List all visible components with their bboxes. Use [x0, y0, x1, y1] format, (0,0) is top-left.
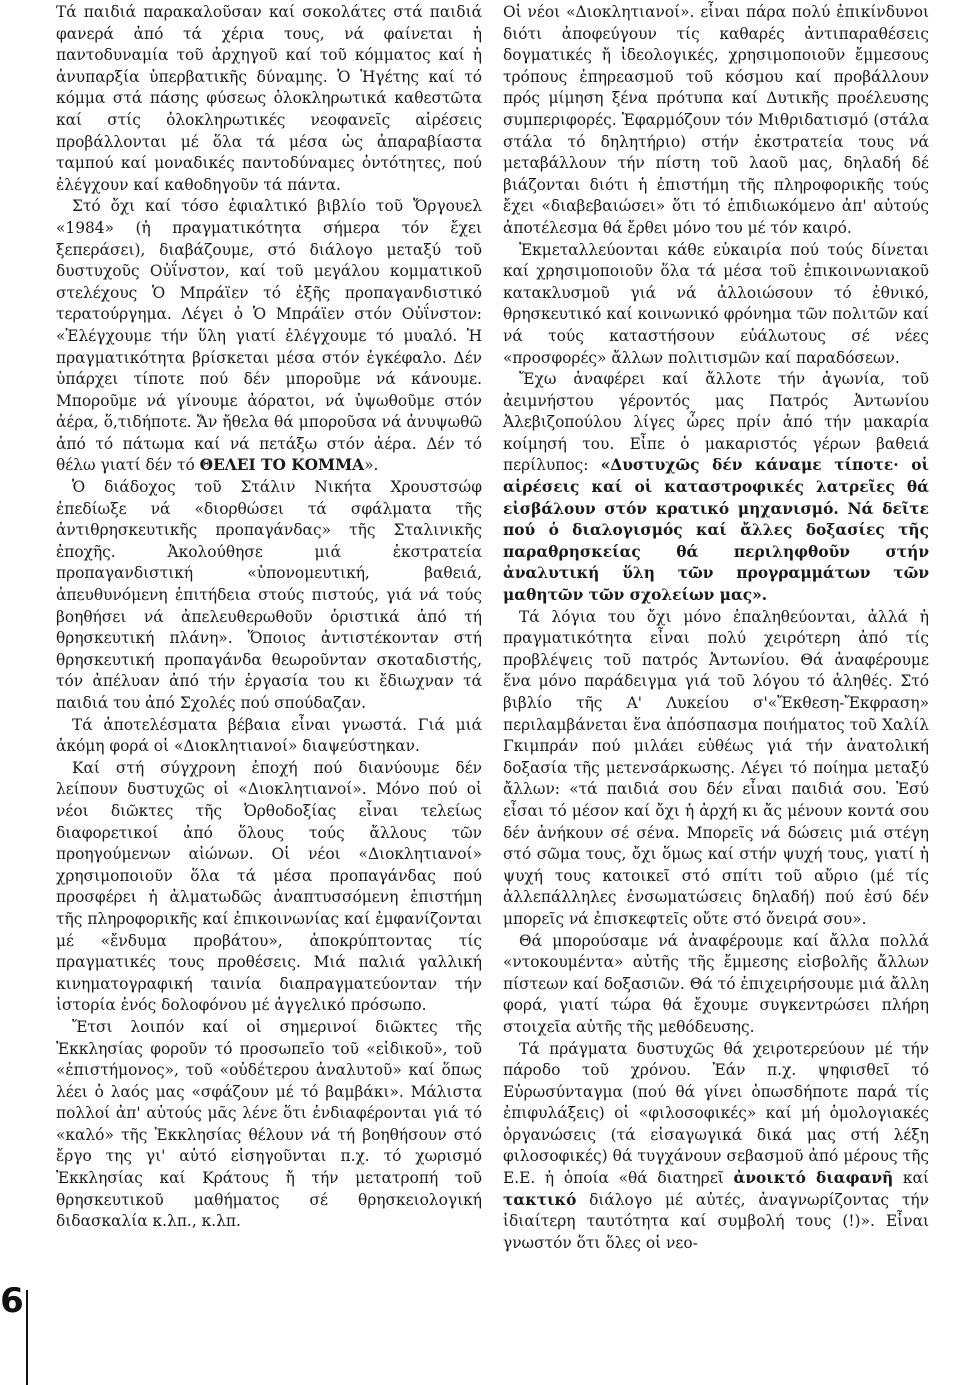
- paragraph: Θά μπορούσαμε νά ἀναφέρουμε καί ἄλλα πολλά «ντοκουμέντα» αὐτῆς τῆς ἔμμεσης εἰσβολῆς ἄλλων πίστεων καί δοξασιῶν. Θά τό ἐπιχειρήσουμε μιά ἄλλη φορά, γιατί τώρα θά ἔχουμε συγκεντρώσει πλήρη στοιχεῖα αὐτῆς τῆς μεθόδευσης.: [503, 931, 929, 1036]
- paragraph: Ἔτσι λοιπόν καί οἱ σημερινοί διῶκτες τῆς Ἐκκλησίας φοροῦν τό προσωπεῖο τοῦ «εἰδικοῦ», τοῦ «ἐπιστήμονος», τοῦ «οὐδέτερου ἀναλυτοῦ» καί ὅπως λέει ὁ λαός μας «σφάζουν μέ τό βαμβάκι». Μάλιστα πολλοί ἀπ' αὐτούς μᾶς λένε ὅτι ἐνδιαφέρονται γιά τό «καλό» τῆς Ἐκκλησίας θέλουν νά τή βοηθήσουν στό ἔργο της γι' αὐτό εἰσηγοῦνται π.χ. τό χωρισμό Ἐκκλησίας καί Κράτους ἤ τήν μετατροπή τοῦ θρησκευτικοῦ μαθήματος σέ θρησκειολογική διδασκαλία κ.λπ., κ.λπ.: [56, 1017, 482, 1231]
- right-column: [503, 2, 929, 1254]
- bold-term: ἀνοικτό διαφανῆ: [733, 1169, 894, 1188]
- paragraph-text: Ἔχω ἀναφέρει καί ἄλλοτε τήν ἀγωνία, τοῦ ἀειμνήστου γέροντός μας Πατρός Ἀντωνίου Ἀλεβιζοπούλου λίγες ὧρες πρίν ἀπό τήν μακαρία κοίμησή του. Εἶπε ὁ μακαριστός γέρων βαθειά περίλυπος:: [503, 370, 929, 475]
- paragraph: Ὁ διάδοχος τοῦ Στάλιν Νικήτα Χρουστσώφ ἐπεδίωξε νά «διορθώσει τά σφάλματα τῆς ἀντιθρησκευτικῆς προπαγάνδας» τῆς Σταλινικῆς ἐποχῆς. Ἀκολούθησε μιά ἐκστρατεία προπαγανδιστική «ὑπονομευτική, βαθειά, ἀπευθυνόμενη ἐπιτήδεια στούς πιστούς, γιά νά τούς βοηθήσει νά ἀπελευθερωθοῦν ὁριστικά ἀπό τή θρησκευτική πλάνη». Ὅποιος ἀντιστέκονταν στή θρησκευτική προπαγάνδα θεωροῦνταν σκοταδιστής, τόν ἀπέλυαν ἀπό τήν ἐργασία του κι ἔδιωχναν τά παιδιά του ἀπό Σχολές πού σπούδαζαν.: [56, 478, 482, 712]
- paragraph: [503, 1039, 929, 1255]
- paragraph: Τά παιδιά παρακαλοῦσαν καί σοκολάτες στά παιδιά φανερά ἀπό τά χέρια τους, νά φαίνεται ἡ παντοδυναμία τοῦ ἀρχηγοῦ καί τοῦ κόμματος καί ἡ ἀνυπαρξία ὑπερβατικῆς δύναμης. Ὁ Ἡγέτης καί τό κόμμα στά πάσης φύσεως ὁλοκληρωτικά καθεστῶτα καί στίς ὁλοκληρωτικές νεοφανεῖς αἱρέσεις προβάλλονται μέ ὅλα τά μέσα ὡς ἀπαραβίαστα ταμπού καί μοναδικές παντοδύναμες ὀντότητες, πού ἐλέγχουν καί καθοδηγοῦν τά πάντα.: [56, 3, 482, 194]
- paragraph: Οἱ νέοι «Διοκλητιανοί». εἶναι πάρα πολύ ἐπικίνδυνοι διότι ἀποφεύγουν τίς καθαρές ἀντιπαραθέσεις δογματικές ἤ ἰδεολογικές, χρησιμοποιοῦν ἔμμεσους τρόπους ἐπηρεασμοῦ τοῦ κόσμου καί προβάλλουν πρός μίμηση ξένα πρότυπα καί Δυτικῆς προέλευσης συμπεριφορές. Ἐφαρμόζουν τόν Μιθριδατισμό (στάλα στάλα τό δηλητήριο) στήν ἐκστρατεία τους νά μεταβάλλουν τήν πίστη τοῦ λαοῦ μας, δηλαδή δέ βιάζονται διότι ἡ ἐπιστήμη τῆς πληροφορικῆς τούς ἔχει «διαβεβαιώσει» ὅτι τό ἐπιδιωκόμενο ἀπ' αὐτούς ἀποτέλεσμα θά ἔρθει μόνο του μέ τόν καιρό.: [503, 3, 929, 237]
- paragraph: Ἐκμεταλλεύονται κάθε εὐκαιρία πού τούς δίνεται καί χρησιμοποιοῦν ὅλα τά μέσα τοῦ ἐπικοινωνιακοῦ κατακλυσμοῦ γιά νά ἀλλοιώσουν τό ἐθνικό, θρησκευτικό καί κοινωνικό φρόνημα τῶν πολιτῶν καί νά τούς καταστήσουν εὐάλωτους σέ νέες «προσφορές» ἄλλων πολιτισμῶν καί παραδόσεων.: [503, 240, 929, 367]
- paragraph: [56, 196, 482, 477]
- page-number: 6: [0, 1281, 24, 1321]
- paragraph-text: ».: [364, 456, 379, 475]
- paragraph: Τά λόγια του ὄχι μόνο ἐπαληθεύονται, ἀλλά ἡ πραγματικότητα εἶναι πολύ χειρότερη ἀπό τίς προβλέψεις τοῦ πατρός Ἀντωνίου. Θά ἀναφέρουμε ἕνα μόνο παράδειγμα γιά τοῦ λόγου τό ἀληθές. Στό βιβλίο τῆς Α' Λυκείου σ'«Ἔκθεση-Ἔκφραση» περιλαμβάνεται ἕνα ἀπόσπασμα ποιήματος τοῦ Χαλίλ Γκιμπράν πού μιλάει εὐθέως γιά τήν ἀνατολική δοξασία τῆς μετενσάρκωσης. Λέγει τό ποίημα μεταξύ ἄλλων: «τά παιδιά σου δέν εἶναι παιδιά σου. Ἐσύ εἶσαι τό μέσον καί ὄχι ἡ ἀρχή κι ἄς μένουν κοντά σου δέν ἀνήκουν σέ σένα. Μπορεῖς νά δώσεις μιά στέγη στό σῶμα τους, ὄχι ὅμως καί στήν ψυχή τους, γιατί ἡ ψυχή τους κατοικεῖ στό σπίτι τοῦ αὔριο (μέ τίς ἀλλεπάλληλες ἐνσωματώσεις δηλαδή) πού ἐσύ δέν μπορεῖς νά ἐπισκεφτεῖς οὔτε στό ὄνειρά σου».: [503, 607, 929, 928]
- paragraph-text: διάλογο μέ αὐτές, ἀναγνωρίζοντας τήν ἰδιαίτερη ταυτότητα καί συμβολή τους (!)». Εἶναι γνωστόν ὅτι ὅλες οἱ νεο-: [503, 1190, 929, 1252]
- bold-quote: ΘΕΛΕΙ ΤΟ ΚΟΜΜΑ: [199, 456, 365, 475]
- bold-term: τακτικό: [503, 1190, 577, 1209]
- paragraph-text: καί: [893, 1169, 929, 1188]
- left-column: [56, 2, 482, 1233]
- paragraph-text: Στό ὄχι καί τόσο ἐφιαλτικό βιβλίο τοῦ Ὄργουελ «1984» (ἡ πραγματικότητα σήμερα τόν ἔχει ξεπεράσει), διαβάζουμε, στό διάλογο μεταξύ τοῦ δυστυχοῦς Οὐΐνστον, καί τοῦ μεγάλου κομματικοῦ στελέχους Ὁ Μπράϊεν τό ἐξῆς προπαγανδιστικό τερατούργημα. Λέγει ὁ Ὁ Μπράϊεν στόν Οὐΐνστον: «Ἐλέγχουμε τήν ὕλη γιατί ἐλέγχουμε τό μυαλό. Ἡ πραγματικότητα βρίσκεται μέσα στόν ἐγκέφαλο. Δέν ὑπάρχει τίποτε πού δέν μποροῦμε νά κάνουμε. Μποροῦμε νά γίνουμε ἀόρατοι, νά ὑψωθοῦμε στόν ἀέρα, ὅ,τιδήποτε. Ἄν ἤθελα θά μποροῦσα νά ἀνυψωθῶ ἀπό τό πάτωμα καί νά πετάξω στόν ἀέρα. Δέν τό θέλω γιατί δέν τό: [56, 197, 482, 475]
- paragraph-text: Τά πράγματα δυστυχῶς θά χειροτερεύουν μέ τήν πάροδο τοῦ χρόνου. Ἐάν π.χ. ψηφισθεῖ τό Εὐρωσύνταγμα (πού θά γίνει ὁπωσδήποτε παρά τίς ἐπιφυλάξεις) οἱ «φιλοσοφικές» καί μή ὁμολογιακές ὀργανώσεις (τά εἰσαγωγικά δικά μας στή λέξη φιλοσοφικές) θά τυγχάνουν σεβασμοῦ ἀπό μέρους τῆς Ε.Ε. ἡ ὁποία «θά διατηρεῖ: [503, 1039, 929, 1188]
- paragraph: [503, 369, 929, 607]
- paragraph: Καί στή σύγχρονη ἐποχή πού διανύουμε δέν λείπουν δυστυχῶς οἱ «Διοκλητιανοί». Μόνο πού οἱ νέοι διῶκτες τῆς Ὀρθοδοξίας εἶναι τελείως διαφορετικοί ἀπό ὅλους τούς ἄλλους τῶν προηγούμενων αἰώνων. Οἱ νέοι «Διοκλητιανοί» χρησιμοποιοῦν ὅλα τά μέσα προπαγάνδας πού προσφέρει ἡ ἀλματωδῶς ἀναπτυσσόμενη ἐπιστήμη τῆς πληροφορικῆς καί ἐπικοινωνίας καί ἐμφανίζονται μέ «ἔνδυμα προβάτου», ἀποκρύπτοντας τίς πραγματικές τους προθέσεις. Μιά παλιά γαλλική κινηματογραφική ταινία διαπραγματεύονταν τήν ἱστορία ἑνός δολοφόνου μέ ἀγγελικό πρόσωπο.: [56, 758, 482, 1015]
- bold-quote: «Δυστυχῶς δέν κάναμε τίποτε· οἱ αἱρέσεις καί οἱ καταστροφικές λατρεῖες θά εἰσβάλουν στόν κρατικό μηχανισμό. Νά δεῖτε πού ὁ διαλογισμός καί ἄλλες δοξασίες τῆς παραθρησκείας θά περιληφθοῦν στήν ἀναλυτική ὕλη τῶν προγραμμάτων τῶν μαθητῶν τῶν σχολείων μας».: [503, 456, 929, 605]
- page-number-rule: [26, 1290, 28, 1385]
- paragraph: Τά ἀποτελέσματα βέβαια εἶναι γνωστά. Γιά μιά ἀκόμη φορά οἱ «Διοκλητιανοί» διαψεύστηκαν.: [56, 715, 482, 756]
